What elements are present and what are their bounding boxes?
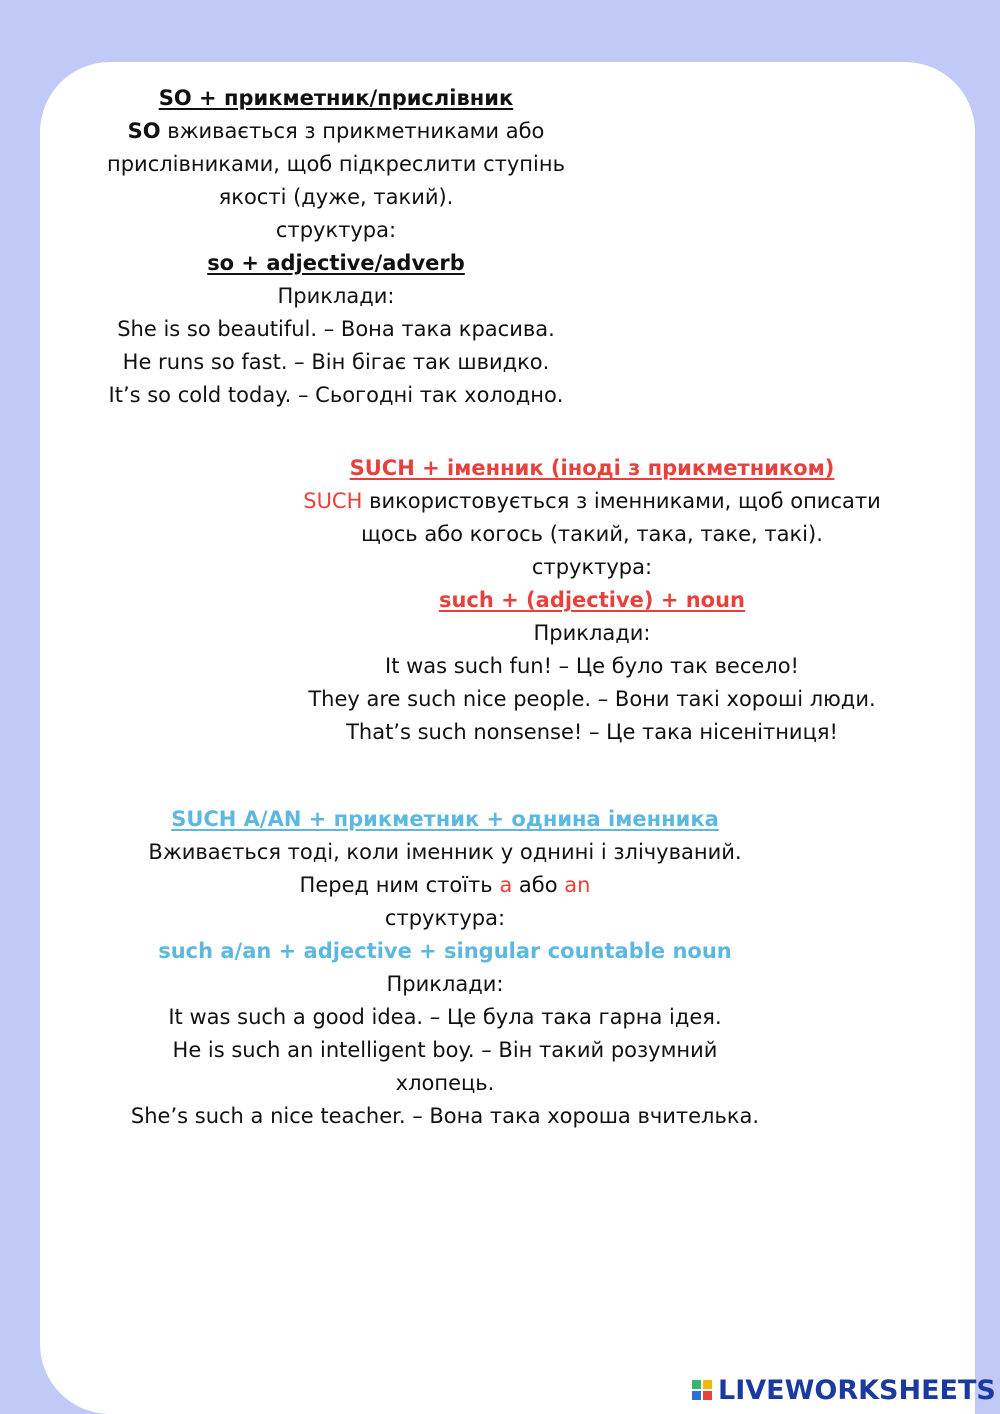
such-a-an-example: It was such a good idea. – Це була така гарна ідея. xyxy=(168,1005,722,1029)
so-section xyxy=(90,82,582,412)
so-keyword: SO xyxy=(127,119,161,143)
so-heading: SO + прикметник/прислівник xyxy=(158,86,514,110)
liveworksheets-logo[interactable] xyxy=(692,1374,996,1406)
article-note-start: Перед ним стоїть xyxy=(299,873,500,897)
so-structure-formula: so + adjective/adverb xyxy=(207,251,465,275)
such-a-an-structure-formula: such a/an + adjective + singular countable noun xyxy=(158,939,732,963)
article-note-mid: або xyxy=(512,873,565,897)
so-description xyxy=(90,115,582,214)
such-structure-label: структура: xyxy=(531,555,653,579)
such-description xyxy=(282,485,902,551)
so-example: He runs so fast. – Він бігає так швидко. xyxy=(122,350,550,374)
logo-square xyxy=(703,1380,712,1389)
such-section xyxy=(282,452,902,749)
logo-square xyxy=(692,1380,701,1389)
so-example: It’s so cold today. – Сьогодні так холодно. xyxy=(108,383,564,407)
such-a-an-section xyxy=(110,803,780,1133)
such-examples-label: Приклади: xyxy=(533,621,651,645)
such-a-an-article-note xyxy=(110,869,780,902)
liveworksheets-logo-icon xyxy=(692,1380,712,1400)
such-description-text: використовується з іменниками, щоб описати щось або когось (такий, така, таке, такі). xyxy=(361,489,881,546)
logo-square xyxy=(692,1391,701,1400)
such-example: That’s such nonsense! – Це така нісенітниця! xyxy=(346,720,838,744)
so-examples-label: Приклади: xyxy=(277,284,395,308)
such-heading: SUCH + іменник (іноді з прикметником) xyxy=(349,456,835,480)
such-a-an-example: He is such an intelligent boy. – Він такий розумний хлопець. xyxy=(172,1038,718,1095)
such-keyword: SUCH xyxy=(303,489,363,513)
such-a-an-structure-label: структура: xyxy=(384,906,506,930)
such-a-an-description: Вживається тоді, коли іменник у однині і злічуваний. xyxy=(148,840,742,864)
so-example: She is so beautiful. – Вона така красива. xyxy=(117,317,555,341)
such-structure-formula: such + (adjective) + noun xyxy=(438,588,746,612)
so-structure-label: структура: xyxy=(275,218,397,242)
so-description-text: вживається з прикметниками або прислівниками, щоб підкреслити ступінь якості (дуже, такий). xyxy=(107,119,565,209)
such-example: They are such nice people. – Вони такі хороші люди. xyxy=(308,687,876,711)
such-a-an-examples-label: Приклади: xyxy=(386,972,504,996)
logo-text: LIVEWORKSHEETS xyxy=(718,1374,996,1406)
article-an: an xyxy=(564,873,591,897)
such-a-an-example: She’s such a nice teacher. – Вона така хороша вчителька. xyxy=(130,1104,760,1128)
such-a-an-heading: SUCH A/AN + прикметник + однина іменника xyxy=(171,807,719,831)
logo-square xyxy=(703,1391,712,1400)
such-example: It was such fun! – Це було так весело! xyxy=(385,654,799,678)
article-a: a xyxy=(499,873,513,897)
